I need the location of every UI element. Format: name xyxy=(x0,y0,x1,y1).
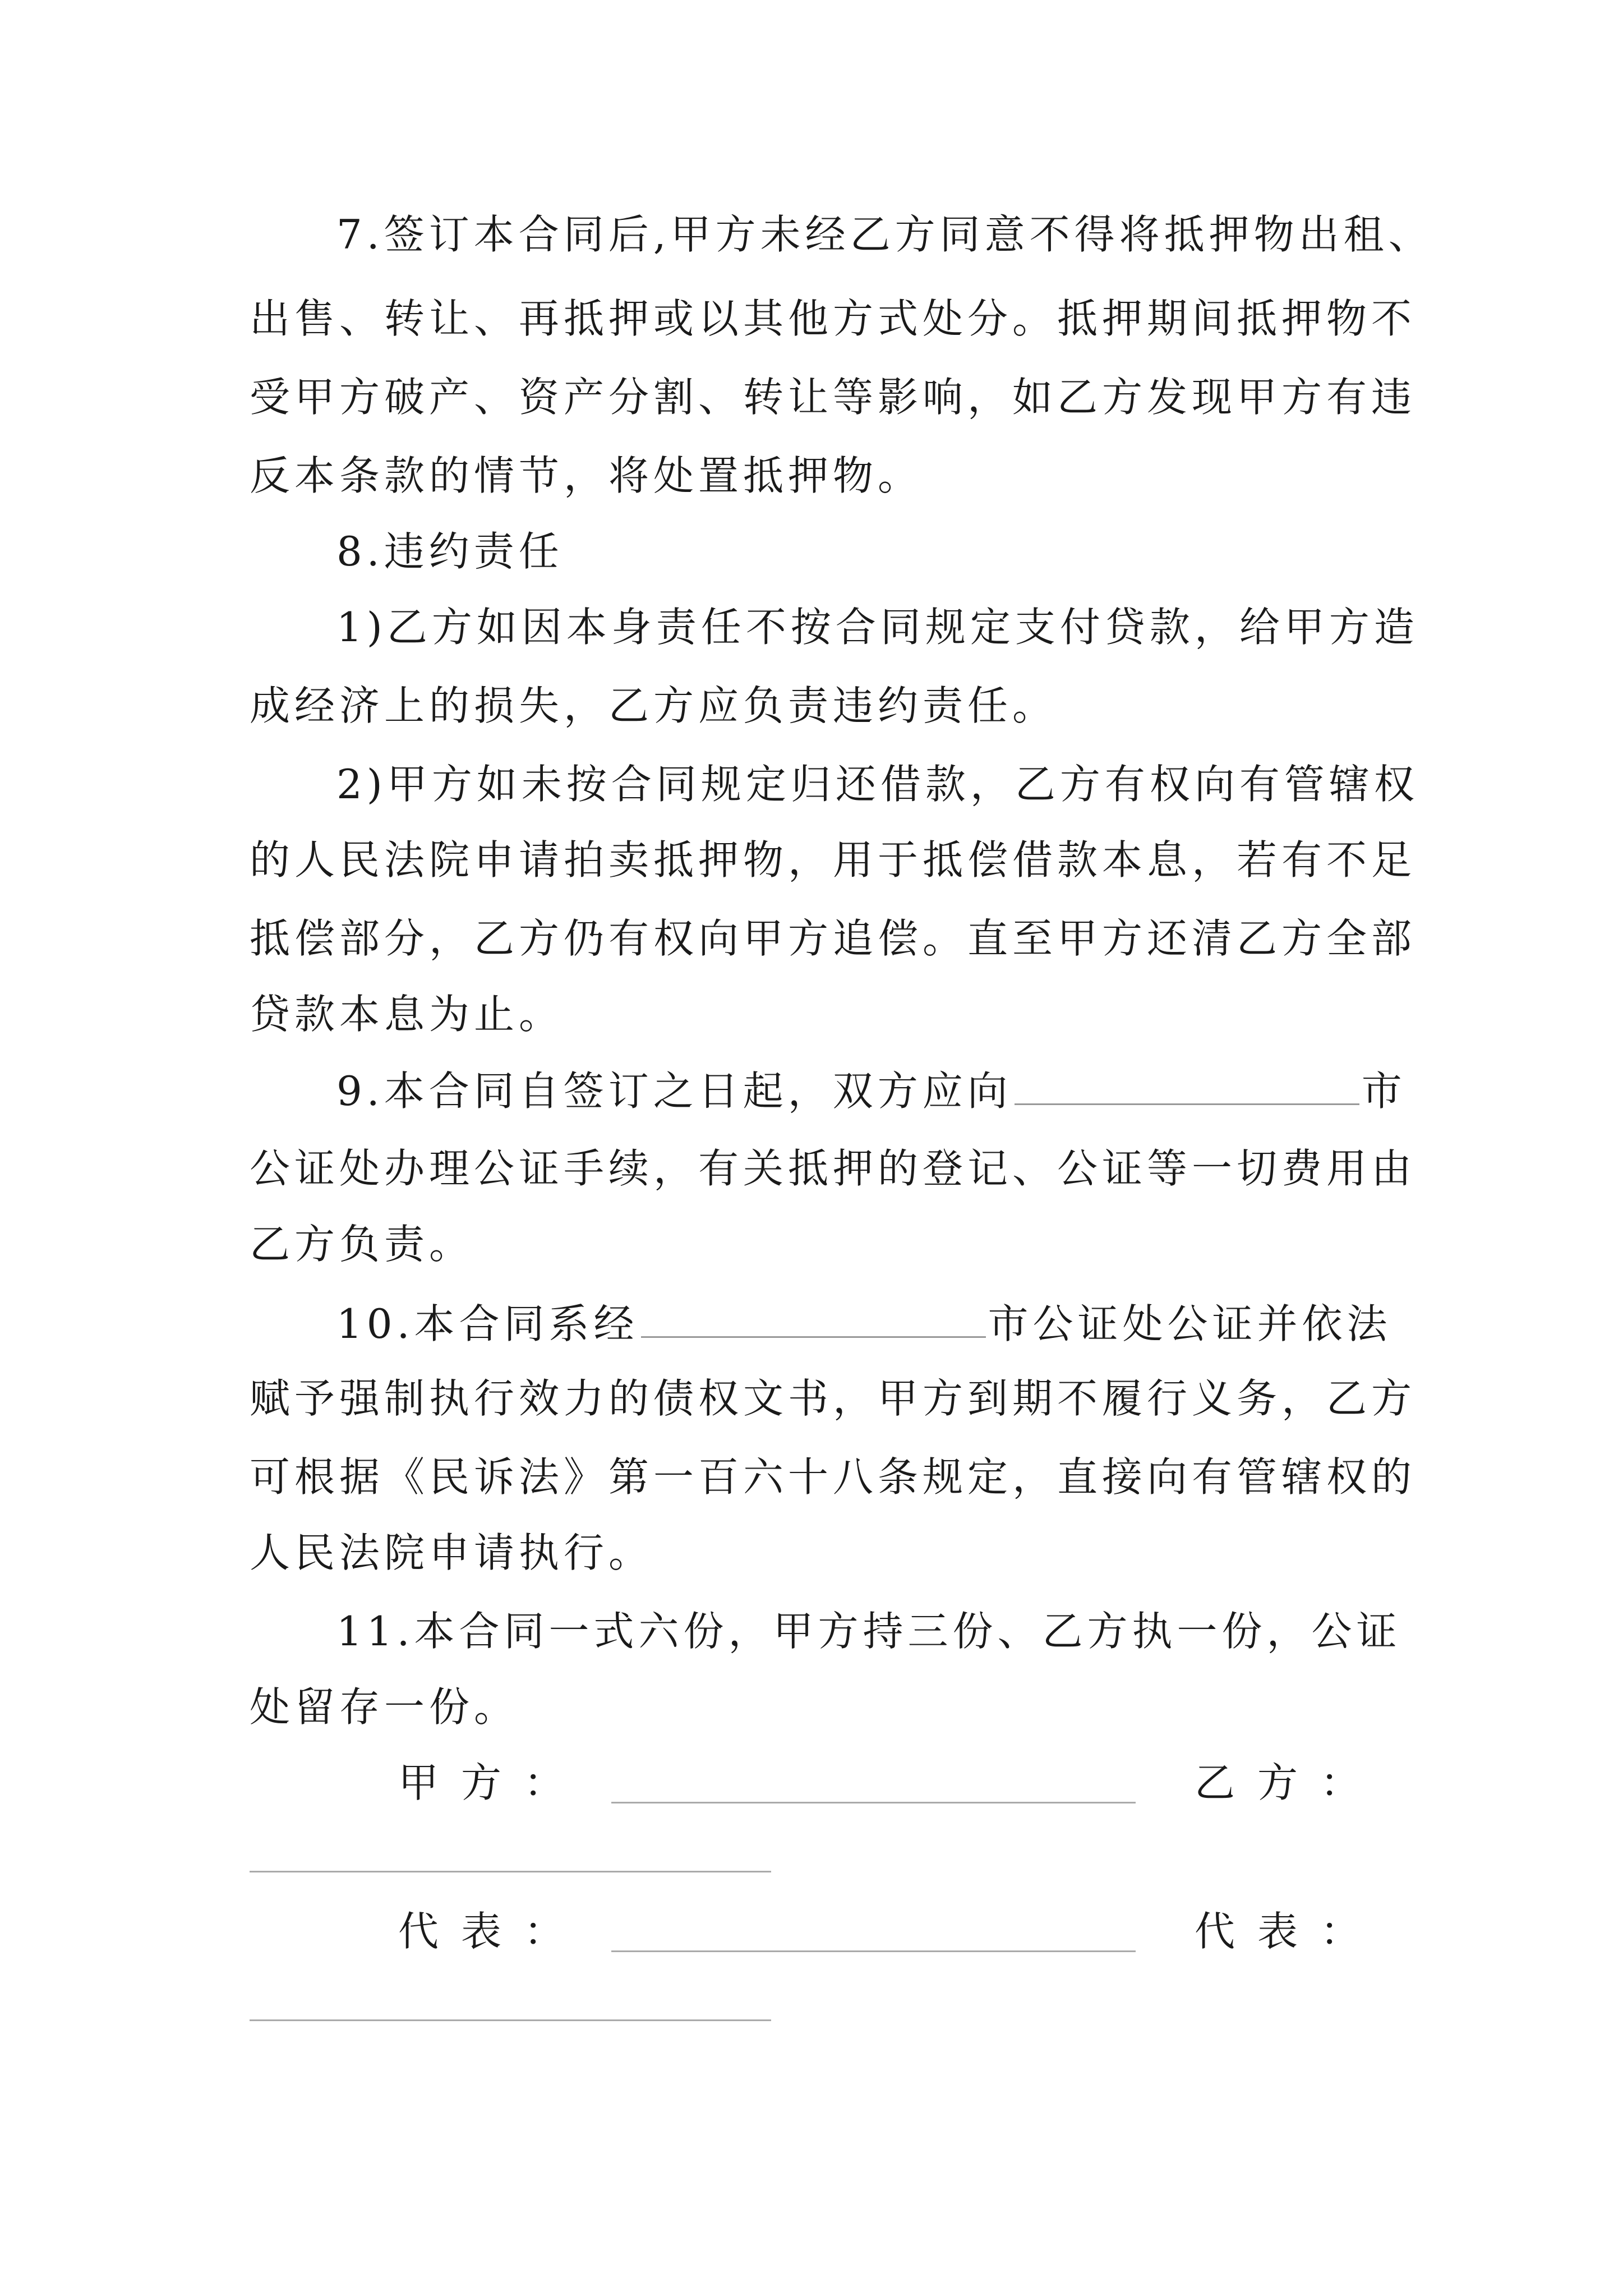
clause8-1-line2: 成经济上的损失，乙方应负责违约责任。 xyxy=(250,682,1058,729)
clause9-text-before: 9.本合同自签订之日起，双方应向 xyxy=(336,1068,1012,1115)
signature-rep-a-line xyxy=(611,1950,1136,1952)
clause9-line1 xyxy=(336,1063,1407,1117)
clause8-2-line3: 抵偿部分，乙方仍有权向甲方追偿。直至甲方还清乙方全部 xyxy=(250,915,1417,962)
clause7-line4: 反本条款的情节，将处置抵押物。 xyxy=(250,452,923,499)
signature-party-b-label: 乙方： xyxy=(1195,1759,1384,1806)
clause9-city-blank xyxy=(1015,1063,1359,1105)
clause9-line2: 公证处办理公证手续，有关抵押的登记、公证等一切费用由 xyxy=(250,1145,1417,1192)
clause7-line2: 出售、转让、再抵押或以其他方式处分。抵押期间抵押物不 xyxy=(250,295,1417,342)
clause10-text-before: 10.本合同系经 xyxy=(336,1300,639,1347)
clause8-2-line1: 2)甲方如未按合同规定归还借款，乙方有权向有管辖权 xyxy=(336,761,1419,808)
clause10-line4: 人民法院申请执行。 xyxy=(250,1529,654,1576)
clause11-line1: 11.本合同一式六份，甲方持三份、乙方执一份，公证 xyxy=(336,1608,1401,1655)
clause8-2-line4: 贷款本息为止。 xyxy=(250,991,564,1038)
clause8-1-line1: 1)乙方如因本身责任不按合同规定支付贷款，给甲方造 xyxy=(336,604,1419,651)
signature-party-a-label: 甲方： xyxy=(398,1759,587,1806)
clause10-text-after: 市公证处公证并依法 xyxy=(988,1300,1392,1347)
signature-rep-b-line xyxy=(250,2019,771,2021)
signature-rep-b-label: 代表： xyxy=(1195,1908,1384,1955)
clause9-text-after: 市 xyxy=(1361,1068,1407,1115)
clause9-line3: 乙方负责。 xyxy=(250,1221,474,1268)
clause8-2-line2: 的人民法院申请拍卖抵押物，用于抵偿借款本息，若有不足 xyxy=(250,836,1417,884)
clause7-line1: 7.签订本合同后,甲方未经乙方同意不得将抵押物出租、 xyxy=(336,211,1433,258)
clause11-line2: 处留存一份。 xyxy=(250,1683,519,1731)
signature-party-a-line xyxy=(611,1802,1136,1803)
clause10-line3: 可根据《民诉法》第一百六十八条规定，直接向有管辖权的 xyxy=(250,1453,1417,1501)
signature-rep-a-label: 代表： xyxy=(398,1908,587,1955)
clause10-line1 xyxy=(336,1296,1392,1350)
clause8-title: 8.违约责任 xyxy=(336,528,564,575)
signature-party-b-line xyxy=(250,1871,771,1872)
clause10-city-blank xyxy=(641,1296,986,1338)
clause10-line2: 赋予强制执行效力的债权文书，甲方到期不履行义务，乙方 xyxy=(250,1375,1417,1422)
clause7-line3: 受甲方破产、资产分割、转让等影响，如乙方发现甲方有违 xyxy=(250,374,1417,421)
